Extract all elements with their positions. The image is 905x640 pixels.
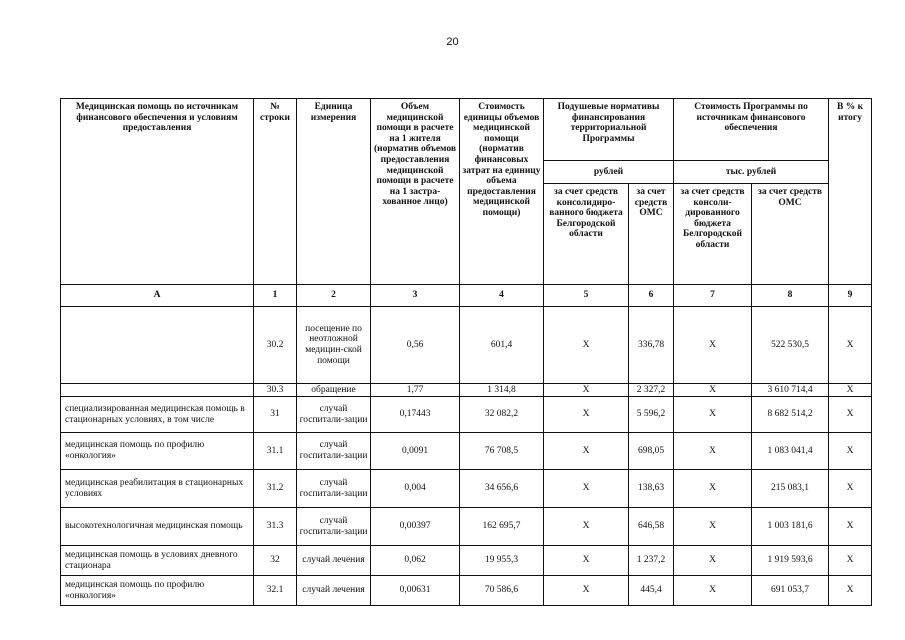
header-group-per-capita: Подушевые нормативы финансирования территориальной Программы	[544, 99, 674, 161]
index-cell: 5	[544, 285, 629, 307]
row-unit: случай госпитали-зации	[297, 397, 371, 433]
row-oms-per-capita: 445,4	[629, 576, 674, 606]
row-unit-cost: 76 708,5	[460, 433, 544, 470]
index-cell: 9	[829, 285, 872, 307]
index-cell: 2	[297, 285, 371, 307]
row-volume: 0,004	[371, 470, 460, 508]
row-volume: 0,062	[371, 546, 460, 576]
row-budget-per-capita: Х	[544, 433, 629, 470]
row-unit-cost: 1 314,8	[460, 384, 544, 397]
row-unit-cost: 601,4	[460, 307, 544, 384]
row-oms-cost: 215 083,1	[752, 470, 829, 508]
row-number: 32.1	[254, 576, 297, 606]
header-col-a: Медицинская помощь по источникам финансового обеспечения и условиям предоставления	[61, 99, 254, 285]
row-name: медицинская помощь по профилю «онкология»	[61, 576, 254, 606]
row-percent: Х	[829, 433, 872, 470]
index-cell: 1	[254, 285, 297, 307]
row-volume: 0,0091	[371, 433, 460, 470]
column-index-row	[61, 285, 872, 307]
row-name: специализированная медицинская помощь в стационарных условиях, в том числе	[61, 397, 254, 433]
index-cell: 8	[752, 285, 829, 307]
row-number: 31.2	[254, 470, 297, 508]
row-number: 31.3	[254, 508, 297, 546]
row-percent: Х	[829, 546, 872, 576]
header-unit-thous: тыс. рублей	[674, 161, 829, 184]
row-budget-per-capita: Х	[544, 470, 629, 508]
row-unit-cost: 162 695,7	[460, 508, 544, 546]
row-number: 31.1	[254, 433, 297, 470]
header-col-7: за счет средств консоли-дированного бюджета Белгородской области	[674, 184, 752, 285]
row-budget-per-capita: Х	[544, 576, 629, 606]
row-name: медицинская реабилитация в стационарных условиях	[61, 470, 254, 508]
index-cell: А	[61, 285, 254, 307]
page-number: 20	[446, 36, 459, 48]
row-unit-cost: 19 955,3	[460, 546, 544, 576]
row-name: медицинская помощь в условиях дневного стационара	[61, 546, 254, 576]
row-name	[61, 384, 254, 397]
row-number: 32	[254, 546, 297, 576]
row-percent: Х	[829, 397, 872, 433]
row-volume: 0,00631	[371, 576, 460, 606]
table-row	[61, 384, 872, 397]
row-percent: Х	[829, 384, 872, 397]
row-oms-per-capita: 646,58	[629, 508, 674, 546]
row-volume: 0,56	[371, 307, 460, 384]
header-col-5: за счет средств консолидиро-ванного бюджета Белгородской области	[544, 184, 629, 285]
header-col-8: за счет средств ОМС	[752, 184, 829, 285]
row-percent: Х	[829, 576, 872, 606]
table-row	[61, 397, 872, 433]
table-row	[61, 433, 872, 470]
row-budget-cost: Х	[674, 508, 752, 546]
row-volume: 0,00397	[371, 508, 460, 546]
program-cost-table	[60, 98, 872, 606]
row-budget-cost: Х	[674, 433, 752, 470]
row-number: 30.3	[254, 384, 297, 397]
row-unit: случай лечения	[297, 546, 371, 576]
row-oms-cost: 1 083 041,4	[752, 433, 829, 470]
row-unit: случай госпитали-зации	[297, 508, 371, 546]
row-name: высокотехнологичная медицинская помощь	[61, 508, 254, 546]
row-budget-cost: Х	[674, 546, 752, 576]
header-col-9: В % к итогу	[829, 99, 872, 285]
row-oms-cost: 1 003 181,6	[752, 508, 829, 546]
row-oms-cost: 522 530,5	[752, 307, 829, 384]
row-oms-per-capita: 5 596,2	[629, 397, 674, 433]
table-row	[61, 508, 872, 546]
header-col-6: за счет средств ОМС	[629, 184, 674, 285]
index-cell: 7	[674, 285, 752, 307]
row-oms-cost: 691 053,7	[752, 576, 829, 606]
header-col-4: Стоимость единицы объемов медицинской помощи (норматив финансовых затрат на единицу объема предоставления медицинской помощи)	[460, 99, 544, 285]
row-unit-cost: 34 656,6	[460, 470, 544, 508]
row-unit: случай госпитали-зации	[297, 470, 371, 508]
row-budget-cost: Х	[674, 384, 752, 397]
header-group-cost: Стоимость Программы по источникам финансового обеспечения	[674, 99, 829, 161]
index-cell: 4	[460, 285, 544, 307]
row-volume: 0,17443	[371, 397, 460, 433]
header-col-2: Единица измерения	[297, 99, 371, 285]
row-percent: Х	[829, 508, 872, 546]
index-cell: 3	[371, 285, 460, 307]
row-budget-per-capita: Х	[544, 384, 629, 397]
row-oms-per-capita: 1 237,2	[629, 546, 674, 576]
row-oms-cost: 3 610 714,4	[752, 384, 829, 397]
row-oms-cost: 1 919 593,6	[752, 546, 829, 576]
row-budget-per-capita: Х	[544, 546, 629, 576]
row-number: 30.2	[254, 307, 297, 384]
row-budget-per-capita: Х	[544, 307, 629, 384]
row-oms-per-capita: 138,63	[629, 470, 674, 508]
row-budget-per-capita: Х	[544, 397, 629, 433]
header-col-3: Объем медицинской помощи в расчете на 1 жителя (норматив объемов предоставления медицинской помощи в расчете на 1 застра-хованное лицо)	[371, 99, 460, 285]
row-oms-cost: 8 682 514,2	[752, 397, 829, 433]
row-oms-per-capita: 2 327,2	[629, 384, 674, 397]
row-unit-cost: 70 586,6	[460, 576, 544, 606]
row-unit: посещение по неотложной медицин-ской помощи	[297, 307, 371, 384]
header-unit-rub: рублей	[544, 161, 674, 184]
row-volume: 1,77	[371, 384, 460, 397]
row-unit: обращение	[297, 384, 371, 397]
row-budget-cost: Х	[674, 576, 752, 606]
row-unit: случай госпитали-зации	[297, 433, 371, 470]
row-name: медицинская помощь по профилю «онкология»	[61, 433, 254, 470]
row-budget-cost: Х	[674, 307, 752, 384]
row-budget-cost: Х	[674, 470, 752, 508]
table-row	[61, 307, 872, 384]
row-percent: Х	[829, 470, 872, 508]
row-budget-per-capita: Х	[544, 508, 629, 546]
table-row	[61, 546, 872, 576]
header-col-1: № строки	[254, 99, 297, 285]
row-oms-per-capita: 336,78	[629, 307, 674, 384]
row-name	[61, 307, 254, 384]
table-row	[61, 470, 872, 508]
row-oms-per-capita: 698,05	[629, 433, 674, 470]
row-unit: случай лечения	[297, 576, 371, 606]
row-percent: Х	[829, 307, 872, 384]
row-number: 31	[254, 397, 297, 433]
table-row	[61, 576, 872, 606]
index-cell: 6	[629, 285, 674, 307]
row-unit-cost: 32 082,2	[460, 397, 544, 433]
row-budget-cost: Х	[674, 397, 752, 433]
